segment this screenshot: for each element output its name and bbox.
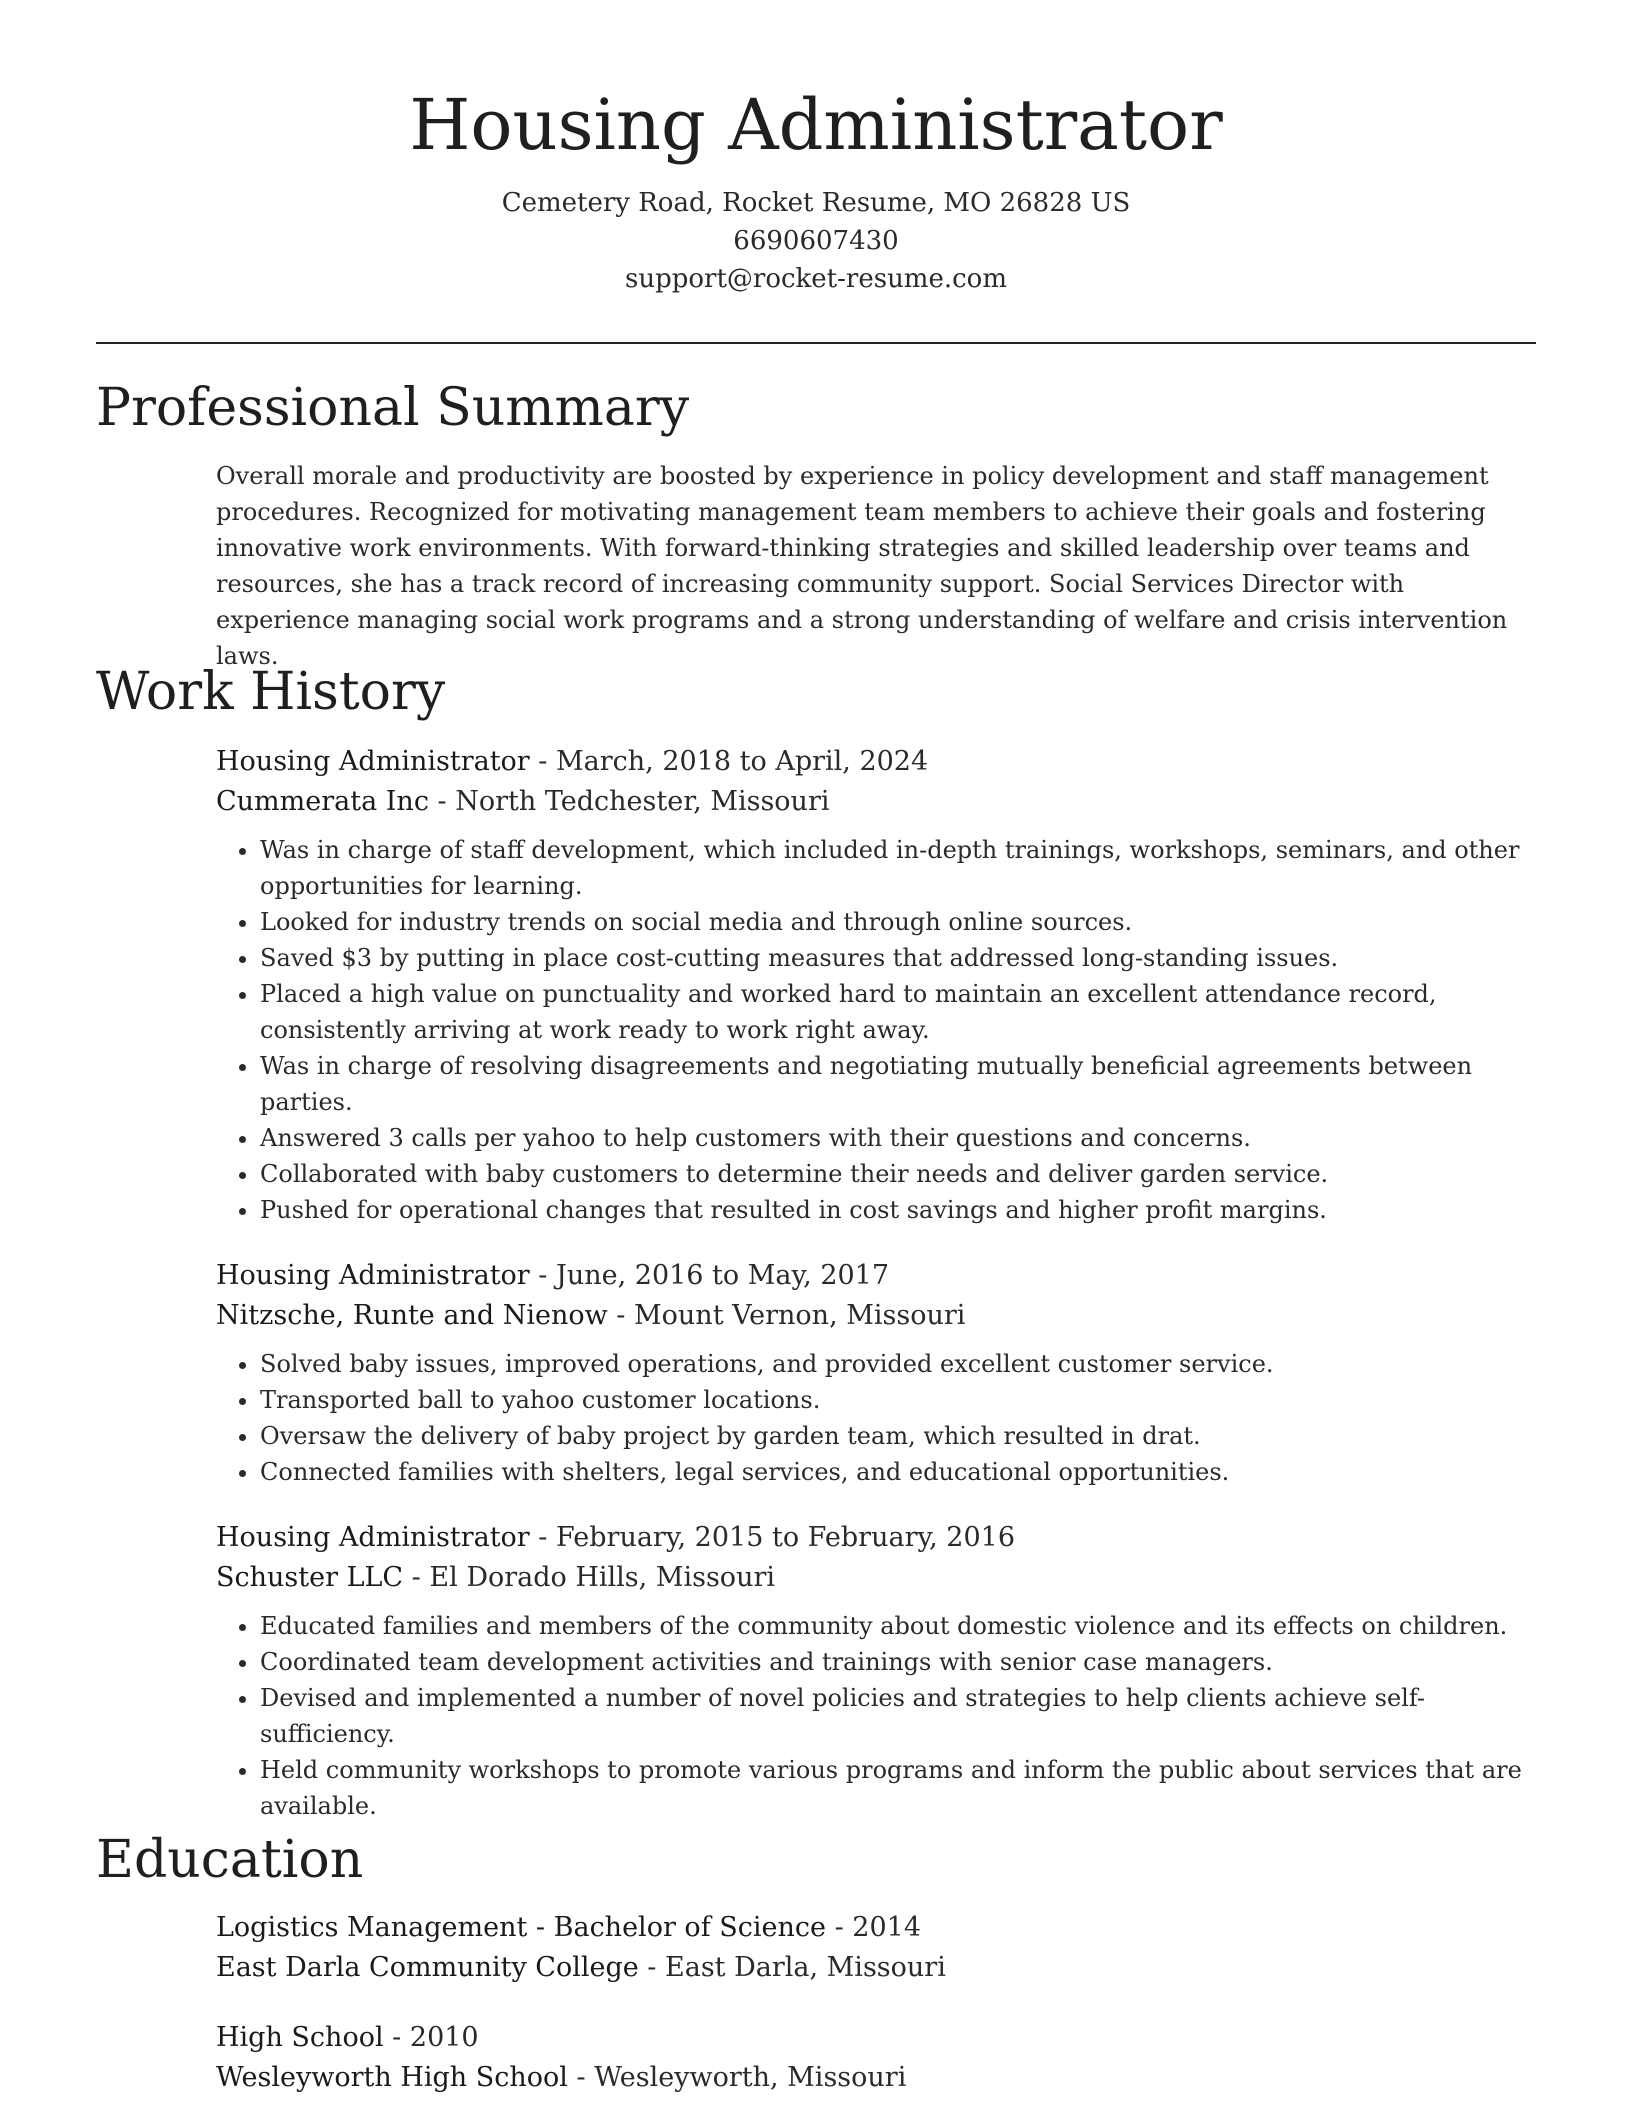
job-company-line [216, 782, 1536, 822]
education-school: East Darla Community College [216, 1952, 639, 1983]
education-field: High School [216, 2022, 384, 2053]
job-company-line [216, 1296, 1536, 1336]
job-bullet: • Saved $3 by putting in place cost-cutting measures that addressed long-standing issues. [260, 940, 1536, 976]
separator: - [826, 1912, 853, 1943]
job-bullet: • Collaborated with baby customers to determine their needs and deliver garden service. [260, 1156, 1536, 1192]
education-location: Wesleyworth, Missouri [594, 2062, 907, 2093]
job-bullet-list [216, 1346, 1536, 1490]
job-company: Nitzsche, Runte and Nienow [216, 1300, 608, 1331]
job-company: Schuster LLC [216, 1562, 404, 1593]
separator: - [529, 1260, 557, 1291]
education-year: 2014 [852, 1912, 922, 1943]
job-company-line [216, 1558, 1536, 1598]
job-entry [216, 1518, 1536, 1824]
job-bullet: • Answered 3 calls per yahoo to help customers with their questions and concerns. [260, 1120, 1536, 1156]
separator: - [567, 2062, 595, 2093]
job-bullet: • Pushed for operational changes that resulted in cost savings and higher profit margins. [260, 1192, 1536, 1228]
separator: - [638, 1952, 666, 1983]
education-entry [216, 1908, 1536, 1988]
job-bullet: • Oversaw the delivery of baby project by garden team, which resulted in drat. [260, 1418, 1536, 1454]
work-history-heading: Work History [96, 662, 446, 722]
job-bullet: • Was in charge of resolving disagreements and negotiating mutually beneficial agreements between parties. [260, 1048, 1536, 1120]
summary-section [216, 458, 1536, 674]
job-entry [216, 742, 1536, 1228]
summary-heading: Professional Summary [96, 378, 690, 438]
job-bullet: • Looked for industry trends on social media and through online sources. [260, 904, 1536, 940]
separator: - [428, 786, 456, 817]
job-bullet: • Solved baby issues, improved operations, and provided excellent customer service. [260, 1346, 1536, 1382]
job-company: Cummerata Inc [216, 786, 429, 817]
education-list [216, 1908, 1536, 2098]
job-bullet: • Devised and implemented a number of novel policies and strategies to help clients achieve self-sufficiency. [260, 1680, 1536, 1752]
education-school: Wesleyworth High School [216, 2062, 568, 2093]
education-location: East Darla, Missouri [665, 1952, 946, 1983]
separator: - [529, 746, 557, 777]
job-bullet: • Held community workshops to promote various programs and inform the public about services that are available. [260, 1752, 1536, 1824]
job-entry [216, 1256, 1536, 1490]
job-title-line [216, 1256, 1536, 1296]
education-heading: Education [96, 1830, 364, 1890]
job-bullet-list [216, 1608, 1536, 1824]
education-field: Logistics Management [216, 1912, 528, 1943]
job-title: Housing Administrator [216, 746, 530, 777]
job-list [216, 742, 1536, 1824]
education-section [216, 1908, 1536, 2128]
job-dates: March, 2018 to April, 2024 [556, 746, 929, 777]
job-bullet: • Was in charge of staff development, which included in-depth trainings, workshops, seminars, and other opportunities for learning. [260, 832, 1536, 904]
job-bullet-list [216, 832, 1536, 1228]
job-bullet: • Educated families and members of the community about domestic violence and its effects on children. [260, 1608, 1536, 1644]
job-location: North Tedchester, Missouri [455, 786, 830, 817]
education-entry [216, 2018, 1536, 2098]
separator: - [403, 1562, 430, 1593]
job-bullet: • Connected families with shelters, legal services, and educational opportunities. [260, 1454, 1536, 1490]
job-title: Housing Administrator [216, 1522, 530, 1553]
contact-address: Cemetery Road, Rocket Resume, MO 26828 US [501, 188, 1131, 218]
education-degree: Bachelor of Science [553, 1912, 826, 1943]
job-location: Mount Vernon, Missouri [634, 1300, 966, 1331]
job-location: El Dorado Hills, Missouri [429, 1562, 775, 1593]
education-degree-line [216, 2018, 1536, 2058]
education-school-line [216, 2058, 1536, 2098]
contact-phone: 6690607430 [733, 226, 899, 256]
education-school-line [216, 1948, 1536, 1988]
contact-email: support@rocket-resume.com [624, 264, 1007, 294]
job-dates: June, 2016 to May, 2017 [556, 1260, 890, 1291]
work-history-section [216, 742, 1536, 1852]
job-title-line [216, 1518, 1536, 1558]
job-title-line [216, 742, 1536, 782]
education-degree-line [216, 1908, 1536, 1948]
separator: - [527, 1912, 554, 1943]
job-bullet: • Transported ball to yahoo customer locations. [260, 1382, 1536, 1418]
job-bullet: • Coordinated team development activities and trainings with senior case managers. [260, 1644, 1536, 1680]
resume-header [96, 80, 1536, 298]
job-title: Housing Administrator [216, 1260, 530, 1291]
header-divider [96, 342, 1536, 344]
candidate-name: Housing Administrator [409, 84, 1223, 166]
separator: - [383, 2022, 410, 2053]
education-year: 2010 [409, 2022, 479, 2053]
job-dates: February, 2015 to February, 2016 [556, 1522, 1016, 1553]
separator: - [529, 1522, 557, 1553]
job-bullet: • Placed a high value on punctuality and worked hard to maintain an excellent attendance record, consistently arriving at work ready to work right away. [260, 976, 1536, 1048]
separator: - [607, 1300, 635, 1331]
summary-text: Overall morale and productivity are boosted by experience in policy development and staff management procedures. Recognized for motivating management team members to achieve their goals and fostering innovative work environments. With forward-thinking strategies and skilled leadership over teams and resources, she has a track record of increasing community support. Social Services Director with experience managing social work programs and a strong understanding of welfare and crisis intervention laws. [216, 462, 1508, 670]
